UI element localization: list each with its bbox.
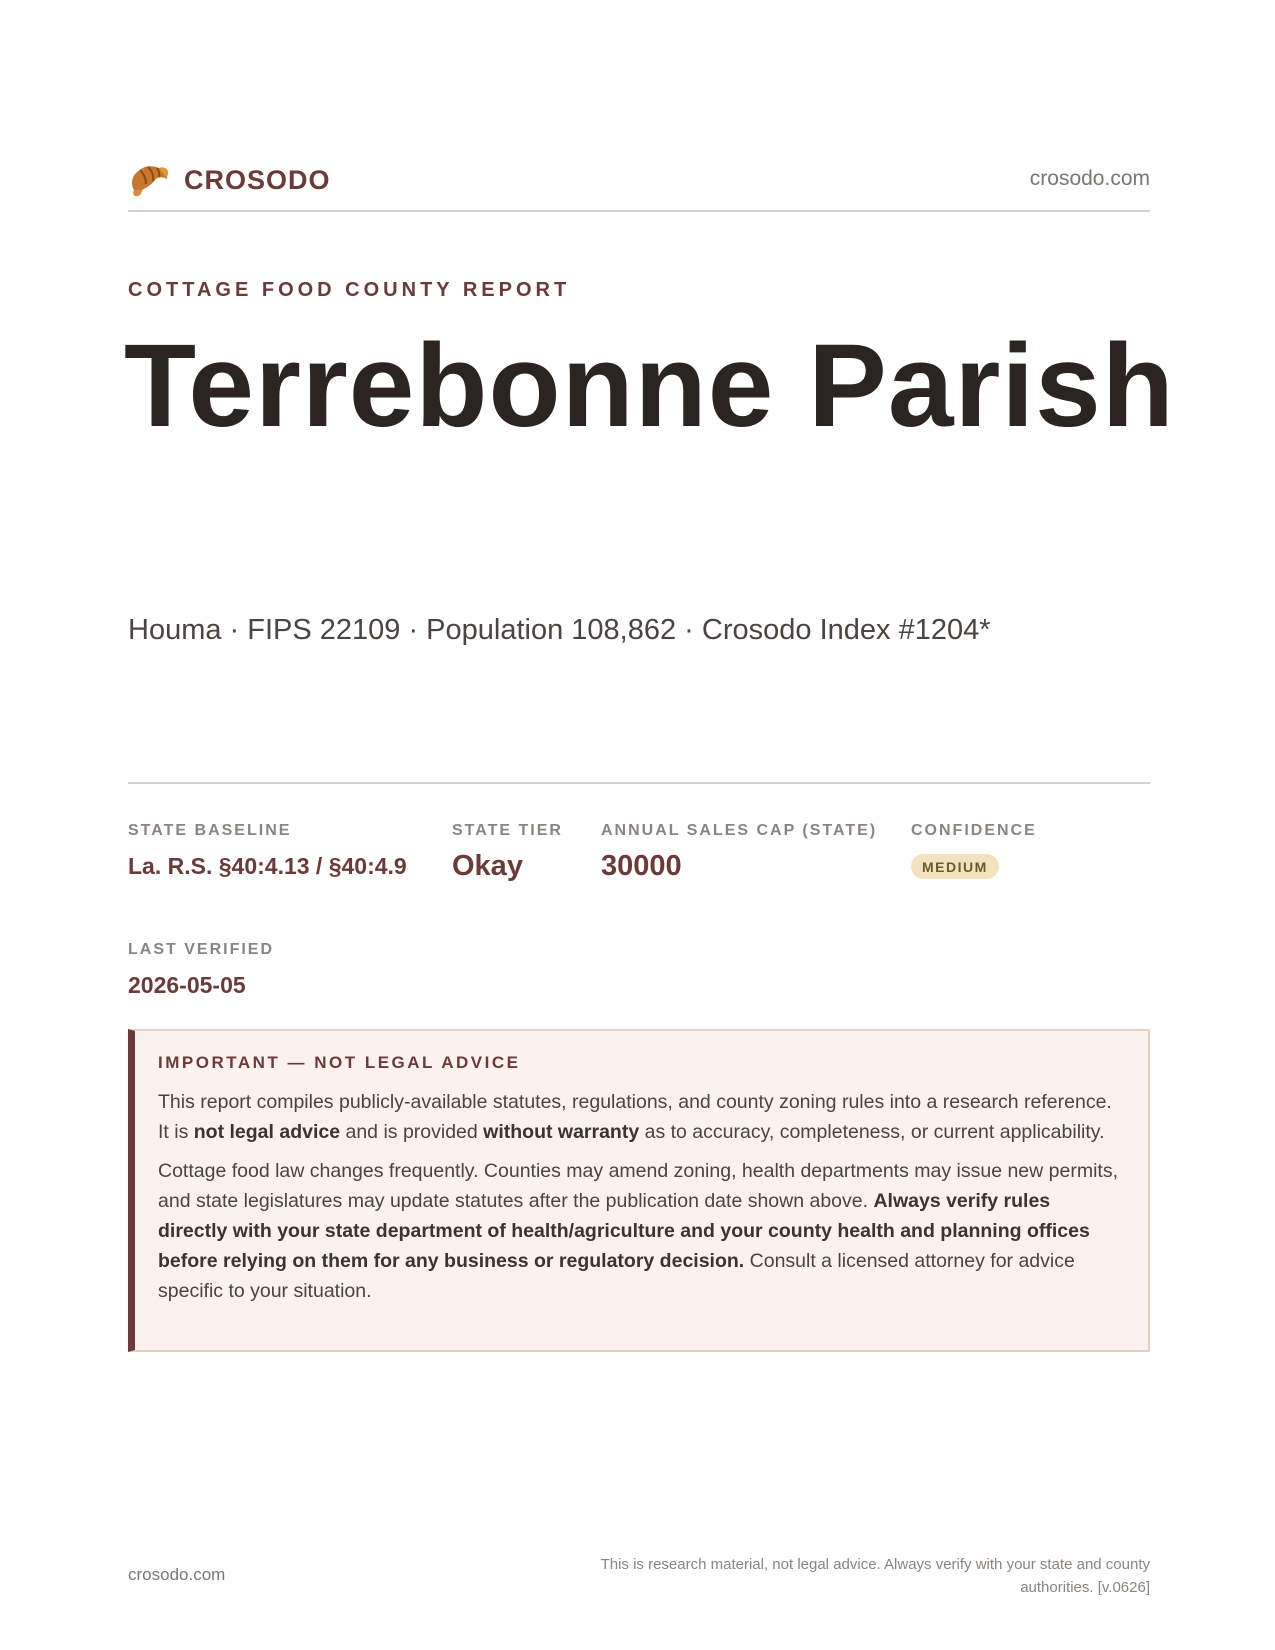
page-header <box>128 156 1150 212</box>
croissant-icon <box>128 160 170 200</box>
notice-text: This report compiles publicly-available statutes, regulations, and county zoning rules into a research reference. It is <box>158 1091 1112 1143</box>
brand-name: CROSODO <box>184 164 331 195</box>
confidence-label: CONFIDENCE <box>911 822 1037 839</box>
state-tier-value: Okay <box>452 850 523 882</box>
last-verified-label: LAST VERIFIED <box>128 941 275 958</box>
confidence-badge: MEDIUM <box>911 854 999 879</box>
notice-paragraph-2 <box>158 1156 1124 1306</box>
notice-emphasis: without warranty <box>483 1121 640 1143</box>
notice-text: Consult a licensed attorney for advice specific to your situation. <box>158 1250 1075 1302</box>
state-baseline-field <box>128 822 407 880</box>
sales-cap-label: ANNUAL SALES CAP (STATE) <box>601 822 878 839</box>
section-divider <box>128 782 1150 784</box>
legal-notice <box>128 1029 1150 1352</box>
notice-title: IMPORTANT — NOT LEGAL ADVICE <box>158 1053 521 1072</box>
confidence-field <box>911 822 1037 879</box>
state-baseline-value: La. R.S. §40:4.13 / §40:4.9 <box>128 853 407 879</box>
state-tier-field <box>452 822 563 883</box>
sales-cap-value: 30000 <box>601 850 682 882</box>
notice-emphasis: not legal advice <box>193 1121 341 1143</box>
footer-disclaimer: This is research material, not legal advice. Always verify with your state and county authorities. [v.0626] <box>600 1556 1150 1596</box>
notice-emphasis: Always verify rules directly with your state department of health/agriculture and your county health and planning offices before relying on them for any business or regulatory decision. <box>158 1190 1090 1272</box>
footer-site-link[interactable]: crosodo.com <box>128 1565 226 1584</box>
sales-cap-field <box>601 822 877 883</box>
state-tier-label: STATE TIER <box>452 822 563 839</box>
notice-text: Cottage food law changes frequently. Counties may amend zoning, health departments may issue new permits, and state legislatures may update statutes after the publication date shown above. <box>158 1160 1118 1212</box>
notice-text: as to accuracy, completeness, or current applicability. <box>639 1121 1105 1143</box>
notice-text: and is provided <box>340 1121 484 1143</box>
state-baseline-label: STATE BASELINE <box>128 822 292 839</box>
brand[interactable] <box>128 160 331 200</box>
last-verified-field <box>128 941 274 999</box>
report-subtitle: Houma · FIPS 22109 · Population 108,862 · Crosodo Index #1204* <box>128 614 991 646</box>
report-kicker: COTTAGE FOOD COUNTY REPORT <box>128 279 571 301</box>
notice-paragraph-1 <box>158 1087 1124 1147</box>
page-title: Terrebonne Parish <box>124 320 1175 452</box>
site-link[interactable]: crosodo.com <box>1029 167 1150 190</box>
last-verified-value: 2026-05-05 <box>128 972 246 998</box>
